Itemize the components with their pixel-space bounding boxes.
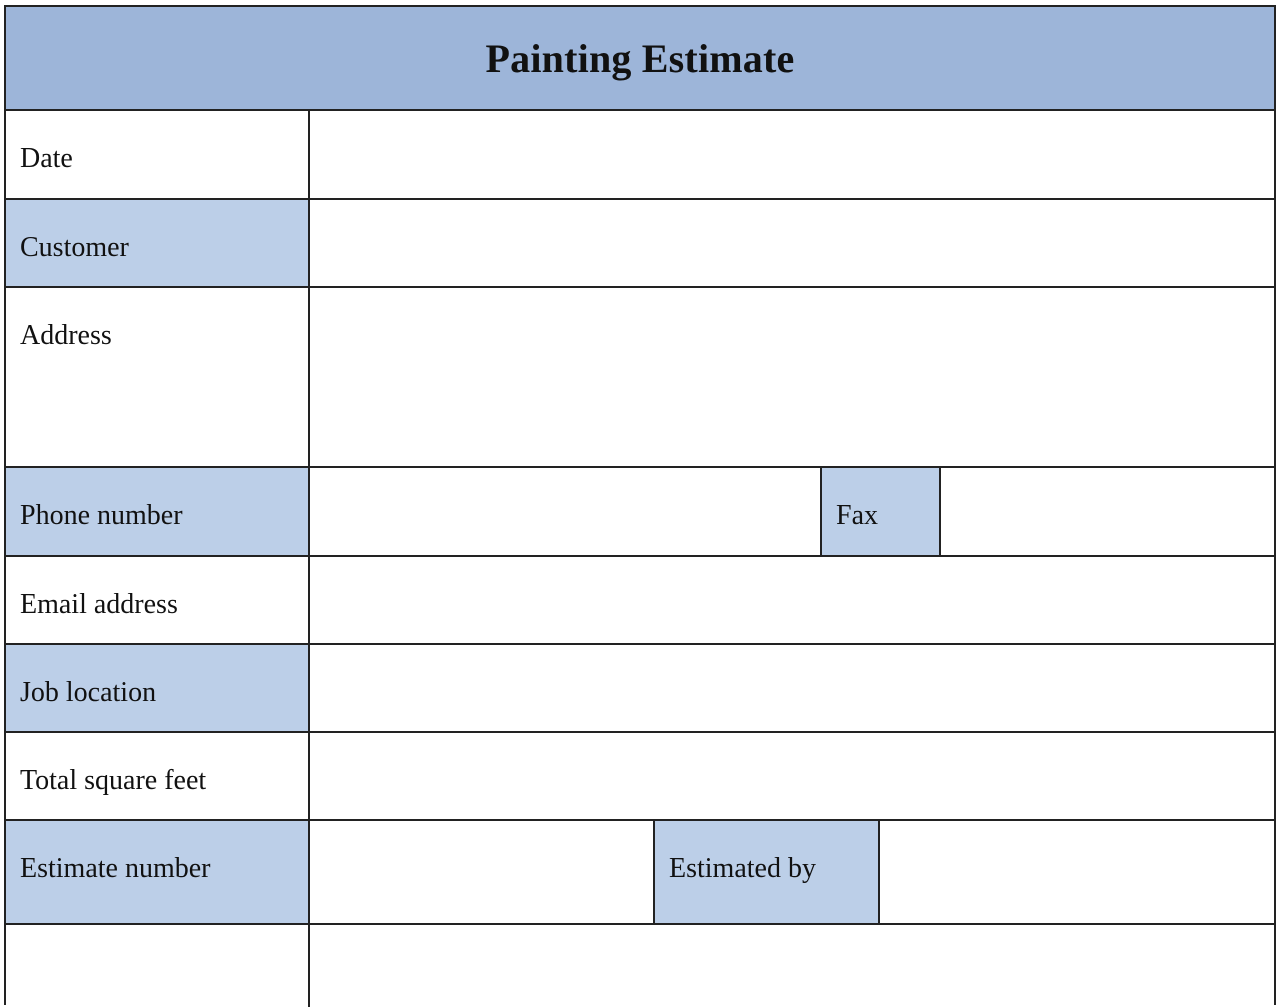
fax-field[interactable] [941,468,1274,555]
form-title: Painting Estimate [485,35,795,81]
form-header [6,7,1274,111]
painting-estimate-form [4,5,1276,1005]
customer-field[interactable] [310,200,1274,286]
next-row [6,925,1274,1007]
email-field[interactable] [310,557,1274,643]
address-label-cell [6,288,310,466]
email-row [6,557,1274,645]
date-row [6,111,1274,200]
next-label-cell [6,925,310,1007]
job-location-field[interactable] [310,645,1274,731]
estimated-by-field[interactable] [880,821,1274,923]
estimate-number-value-cell [310,821,655,923]
fax-label: Fax [836,500,878,531]
phone-row [6,468,1274,557]
phone-label-cell [6,468,310,555]
estimate-number-field[interactable] [310,821,653,923]
job-location-label-cell [6,645,310,731]
job-location-label: Job location [20,677,157,708]
phone-label: Phone number [20,500,183,531]
total-square-feet-row [6,733,1274,821]
job-location-row [6,645,1274,733]
customer-row [6,200,1274,288]
estimate-number-label: Estimate number [20,853,211,884]
address-row [6,288,1274,468]
estimate-number-label-cell [6,821,310,923]
customer-label-cell [6,200,310,286]
estimate-number-row [6,821,1274,925]
email-label-cell [6,557,310,643]
address-label: Address [20,320,112,351]
fax-label-cell [822,468,941,555]
phone-value-cell [310,468,822,555]
estimated-by-label-cell [655,821,880,923]
estimated-by-label: Estimated by [669,853,816,884]
address-field[interactable] [310,288,1274,466]
date-field[interactable] [310,111,1274,198]
date-label: Date [20,143,73,174]
date-label-cell [6,111,310,198]
email-label: Email address [20,589,178,620]
phone-field[interactable] [310,468,820,555]
total-square-feet-label-cell [6,733,310,819]
total-square-feet-field[interactable] [310,733,1274,819]
next-value-cell[interactable] [310,925,1274,1007]
customer-label: Customer [20,232,129,263]
total-square-feet-label: Total square feet [20,765,207,796]
